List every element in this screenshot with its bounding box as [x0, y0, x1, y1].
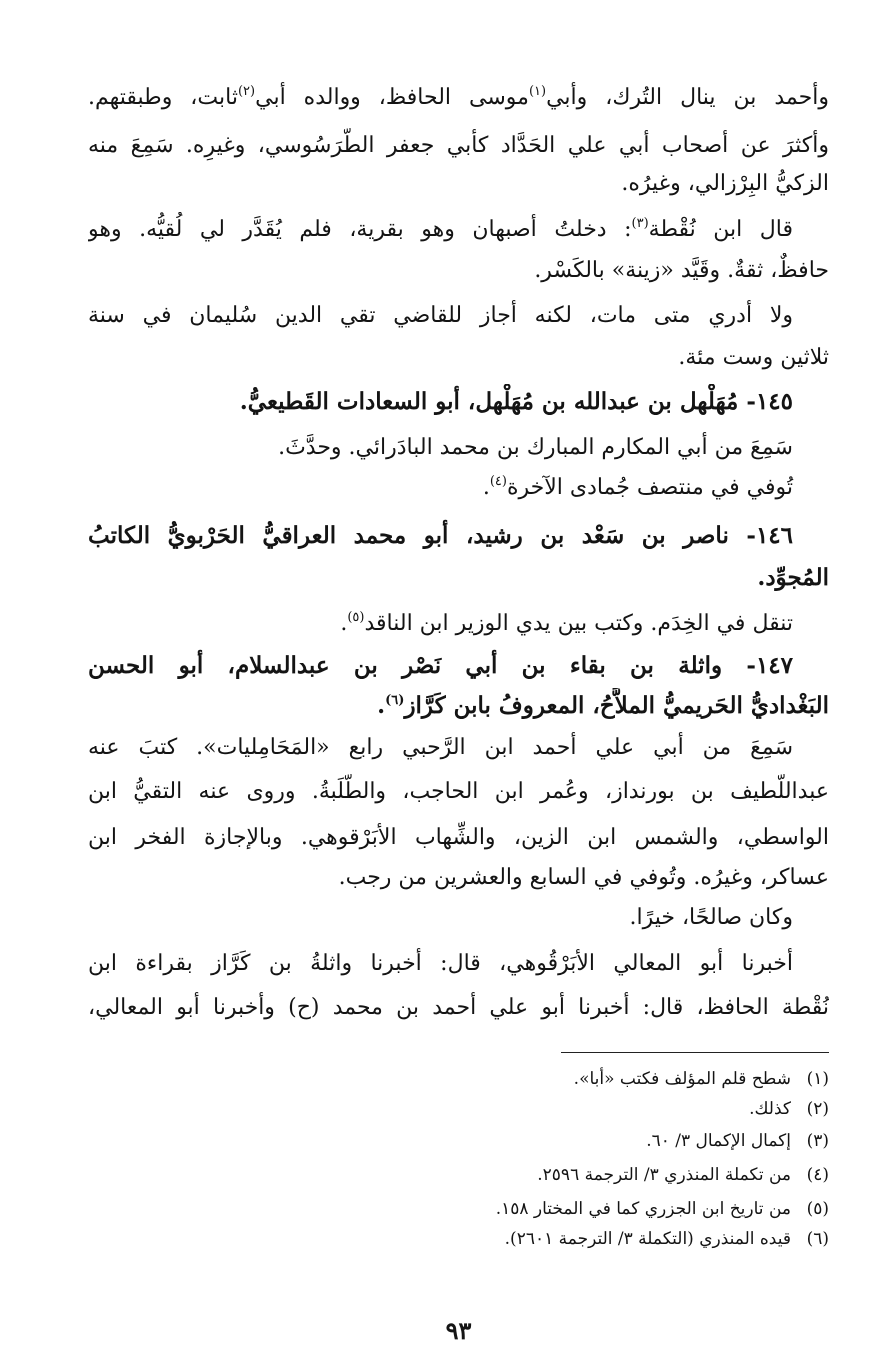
- text-line: [88, 648, 829, 688]
- footnote-number: (٤): [806, 1165, 829, 1185]
- text-line: [88, 560, 829, 600]
- footnote-text: من تكملة المنذري ٣/ الترجمة ٢٥٩٦.: [537, 1165, 791, 1185]
- text-run: عبداللَّطيف بن بورنداز، وعُمر ابن الحاجب، والطَّلَبةُ. وروى عنه التقيُّ ابن: [88, 779, 829, 804]
- footnote-marker: (٥): [347, 610, 365, 625]
- footnote-text: كذلك.: [749, 1099, 791, 1119]
- footnote-marker: (٤): [489, 474, 507, 489]
- footnote-number: (١): [806, 1069, 829, 1089]
- book-page: [88, 0, 829, 1371]
- text-line: [88, 340, 829, 380]
- text-line: [88, 212, 829, 252]
- text-run: قال ابن نُقْطة: [648, 217, 793, 242]
- text-run: وكان صالحًا، خيرًا.: [629, 905, 793, 930]
- footnote: [88, 1226, 829, 1256]
- text-run: ١٤٥- مُهَلْهل بن عبدالله بن مُهَلْهل، أبو السعادات القَطيعيُّ.: [239, 388, 793, 415]
- text-run: الزكيُّ البِرْزالي، وغيرُه.: [621, 171, 829, 196]
- footnote-text: قيده المنذري (التكملة ٣/ الترجمة ٢٦٠١).: [504, 1229, 791, 1249]
- text-line: [88, 384, 829, 424]
- text-run: موسى الحافظ، ووالده أبي: [255, 85, 529, 110]
- footnote: [88, 1128, 829, 1158]
- text-run: سَمِعَ من أبي علي أحمد ابن الرَّحبي رابع «المَحَامِليات». كتبَ عنه: [88, 735, 793, 760]
- text-run: حافظٌ، ثقةٌ. وقَيَّد «زينة» بالكَسْر.: [534, 258, 829, 283]
- text-run: : دخلتُ أصبهان وهو بقرية، فلم يُقَدَّر لي لُقيُّه. وهو: [88, 217, 632, 242]
- footnote-number: (٢): [806, 1099, 829, 1119]
- footnote-marker: (٦): [385, 693, 405, 708]
- text-run: البَغْداديُّ الحَريميُّ الملاَّحُ، المعروفُ بابن كَرَّاز: [404, 692, 829, 719]
- text-run: الواسطي، والشمس ابن الزين، والشِّهاب الأبَرْقوهي. وبالإجازة الفخر ابن: [88, 825, 829, 850]
- text-line: [88, 820, 829, 860]
- text-run: .: [340, 611, 348, 636]
- footnote: [88, 1196, 829, 1226]
- text-run: .: [377, 692, 386, 719]
- text-run: نُقْطة الحافظ، قال: أخبرنا أبو علي أحمد بن محمد (ح) وأخبرنا أبو المعالي،: [88, 995, 829, 1020]
- text-line: [88, 166, 829, 206]
- text-run: وأحمد بن ينال التُرك، وأبي: [546, 85, 829, 110]
- text-run: تُوفي في منتصف جُمادى الآخرة: [506, 475, 793, 500]
- text-line: [88, 900, 829, 940]
- footnote: [88, 1162, 829, 1192]
- text-run: .: [482, 475, 490, 500]
- text-line: [88, 860, 829, 900]
- text-run: أخبرنا أبو المعالي الأبَرْقُوهي، قال: أخبرنا واثلةُ بن كَرَّاز بقراءة ابن: [88, 951, 793, 976]
- footnote-marker: (١): [528, 84, 547, 99]
- text-run: المُجوِّد.: [757, 564, 829, 591]
- text-line: [88, 946, 829, 986]
- text-line: [88, 606, 829, 646]
- footnote-number: (٥): [806, 1199, 829, 1219]
- text-line: [88, 298, 829, 338]
- footnote-marker: (٣): [631, 216, 649, 231]
- text-line: [88, 128, 829, 168]
- footnote-number: (٦): [806, 1229, 829, 1249]
- footnote-text: إكمال الإكمال ٣/ ٦٠.: [646, 1131, 791, 1151]
- text-run: ولا أدري متى مات، لكنه أجاز للقاضي تقي الدين سُليمان في سنة: [88, 303, 793, 328]
- text-line: [88, 470, 829, 510]
- footnote: [88, 1066, 829, 1096]
- text-line: [88, 730, 829, 770]
- text-run: ثلاثين وست مئة.: [678, 345, 829, 370]
- text-run: ١٤٦- ناصر بن سَعْد بن رشيد، أبو محمد العراقيُّ الحَرْبويُّ الكاتبُ: [88, 522, 793, 549]
- text-line: [88, 80, 829, 120]
- text-run: عساكر، وغيرُه. وتُوفي في السابع والعشرين من رجب.: [338, 865, 829, 890]
- text-run: ثابت، وطبقتهم.: [88, 85, 238, 110]
- page-number: ٩٣: [445, 1316, 472, 1345]
- footnote: [88, 1096, 829, 1126]
- footnote-text: شطح قلم المؤلف فكتب «أبا».: [573, 1069, 791, 1089]
- text-line: [88, 688, 829, 728]
- text-line: [88, 430, 829, 470]
- text-line: [88, 253, 829, 293]
- text-run: تنقل في الخِدَم. وكتب بين يدي الوزير ابن الناقد: [364, 611, 793, 636]
- footnote-number: (٣): [806, 1131, 829, 1151]
- text-run: وأكثرَ عن أصحاب أبي علي الحَدَّاد كأبي جعفر الطَّرَسُوسي، وغيرِه. سَمِعَ منه: [88, 133, 829, 158]
- text-line: [88, 990, 829, 1030]
- text-line: [88, 518, 829, 558]
- text-run: ١٤٧- واثلة بن بقاء بن أبي نَصْر بن عبدالسلام، أبو الحسن: [88, 652, 793, 679]
- text-line: [88, 774, 829, 814]
- footnote-text: من تاريخ ابن الجزري كما في المختار ١٥٨.: [495, 1199, 791, 1219]
- footnote-separator: [561, 1052, 829, 1053]
- footnote-marker: (٢): [237, 84, 256, 99]
- text-run: سَمِعَ من أبي المكارم المبارك بن محمد البادَرائي. وحدَّثَ.: [278, 435, 793, 460]
